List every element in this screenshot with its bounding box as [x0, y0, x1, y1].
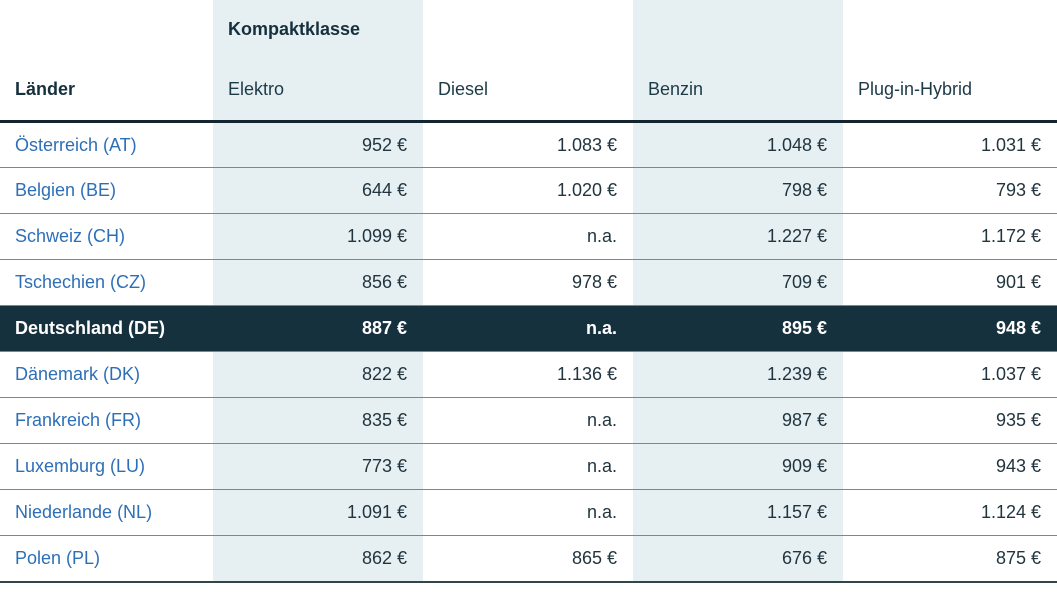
table-header	[0, 0, 1057, 122]
value-benzin: 709 €	[781, 272, 827, 292]
table-row-france	[0, 398, 1057, 444]
value-elektro: 952 €	[361, 134, 407, 155]
value-benzin: 987 €	[781, 410, 827, 430]
value-diesel: 1.136 €	[556, 364, 617, 384]
value-benzin: 909 €	[781, 456, 827, 476]
value-benzin: 895 €	[633, 306, 843, 352]
value-diesel: 978 €	[571, 272, 617, 292]
country-link-netherlands[interactable]: Niederlande (NL)	[15, 502, 153, 522]
value-diesel: n.a.	[586, 502, 617, 522]
table-row-belgium	[0, 168, 1057, 214]
group-header-row	[0, 0, 1057, 58]
column-header-benzin: Benzin	[648, 78, 704, 99]
table-row-austria	[0, 122, 1057, 168]
value-elektro: 862 €	[361, 547, 407, 568]
value-plug-in-hybrid: 935 €	[995, 410, 1041, 430]
value-plug-in-hybrid: 793 €	[995, 180, 1041, 200]
value-plug-in-hybrid: 1.172 €	[980, 226, 1041, 246]
value-plug-in-hybrid: 875 €	[995, 547, 1041, 568]
value-elektro: 822 €	[361, 364, 407, 384]
table-row-poland	[0, 536, 1057, 582]
column-label-row	[0, 58, 1057, 122]
value-elektro: 887 €	[213, 306, 423, 352]
group-header-spacer	[633, 0, 843, 58]
value-plug-in-hybrid: 943 €	[995, 456, 1041, 476]
value-plug-in-hybrid: 901 €	[995, 272, 1041, 292]
column-header-laender: Länder	[15, 78, 76, 99]
value-benzin: 798 €	[781, 180, 827, 200]
value-benzin: 1.227 €	[766, 226, 827, 246]
value-benzin: 1.048 €	[766, 134, 827, 155]
value-benzin: 1.239 €	[766, 364, 827, 384]
group-header-kompaktklasse: Kompaktklasse	[228, 18, 361, 39]
table-row-luxembourg	[0, 444, 1057, 490]
column-header-plug-in-hybrid: Plug-in-Hybrid	[858, 78, 973, 99]
value-diesel: 1.020 €	[556, 180, 617, 200]
table-row-denmark	[0, 352, 1057, 398]
value-elektro: 856 €	[361, 272, 407, 292]
value-plug-in-hybrid: 948 €	[843, 306, 1057, 352]
value-diesel: n.a.	[586, 226, 617, 246]
value-plug-in-hybrid: 1.124 €	[980, 502, 1041, 522]
value-elektro: 1.099 €	[346, 226, 407, 246]
country-link-poland[interactable]: Polen (PL)	[15, 547, 101, 568]
column-header-elektro: Elektro	[228, 78, 285, 99]
column-header-diesel: Diesel	[438, 78, 489, 99]
country-link-denmark[interactable]: Dänemark (DK)	[15, 364, 141, 384]
country-link-switzerland[interactable]: Schweiz (CH)	[15, 226, 126, 246]
country-link-czechia[interactable]: Tschechien (CZ)	[15, 272, 147, 292]
value-benzin: 1.157 €	[766, 502, 827, 522]
value-diesel: 1.083 €	[556, 134, 617, 155]
value-elektro: 835 €	[361, 410, 407, 430]
value-plug-in-hybrid: 1.031 €	[980, 134, 1041, 155]
country-link-belgium[interactable]: Belgien (BE)	[15, 180, 117, 200]
country-label-germany[interactable]: Deutschland (DE)	[0, 306, 213, 352]
value-diesel: n.a.	[586, 456, 617, 476]
group-header-spacer	[0, 0, 213, 58]
table-body	[0, 122, 1057, 582]
value-elektro: 1.091 €	[346, 502, 407, 522]
value-benzin: 676 €	[781, 547, 827, 568]
value-plug-in-hybrid: 1.037 €	[980, 364, 1041, 384]
table-row-czechia	[0, 260, 1057, 306]
value-elektro: 644 €	[361, 180, 407, 200]
value-diesel: n.a.	[586, 410, 617, 430]
group-header-spacer	[423, 0, 633, 58]
country-link-france[interactable]: Frankreich (FR)	[15, 410, 142, 430]
value-diesel: n.a.	[423, 306, 633, 352]
table-row-germany-highlighted[interactable]	[0, 306, 1057, 352]
table-row-switzerland	[0, 214, 1057, 260]
country-link-austria[interactable]: Österreich (AT)	[15, 134, 137, 155]
group-header-spacer	[843, 0, 1057, 58]
value-diesel: 865 €	[571, 547, 617, 568]
table-row-netherlands	[0, 490, 1057, 536]
value-elektro: 773 €	[361, 456, 407, 476]
country-link-luxembourg[interactable]: Luxemburg (LU)	[15, 456, 146, 476]
